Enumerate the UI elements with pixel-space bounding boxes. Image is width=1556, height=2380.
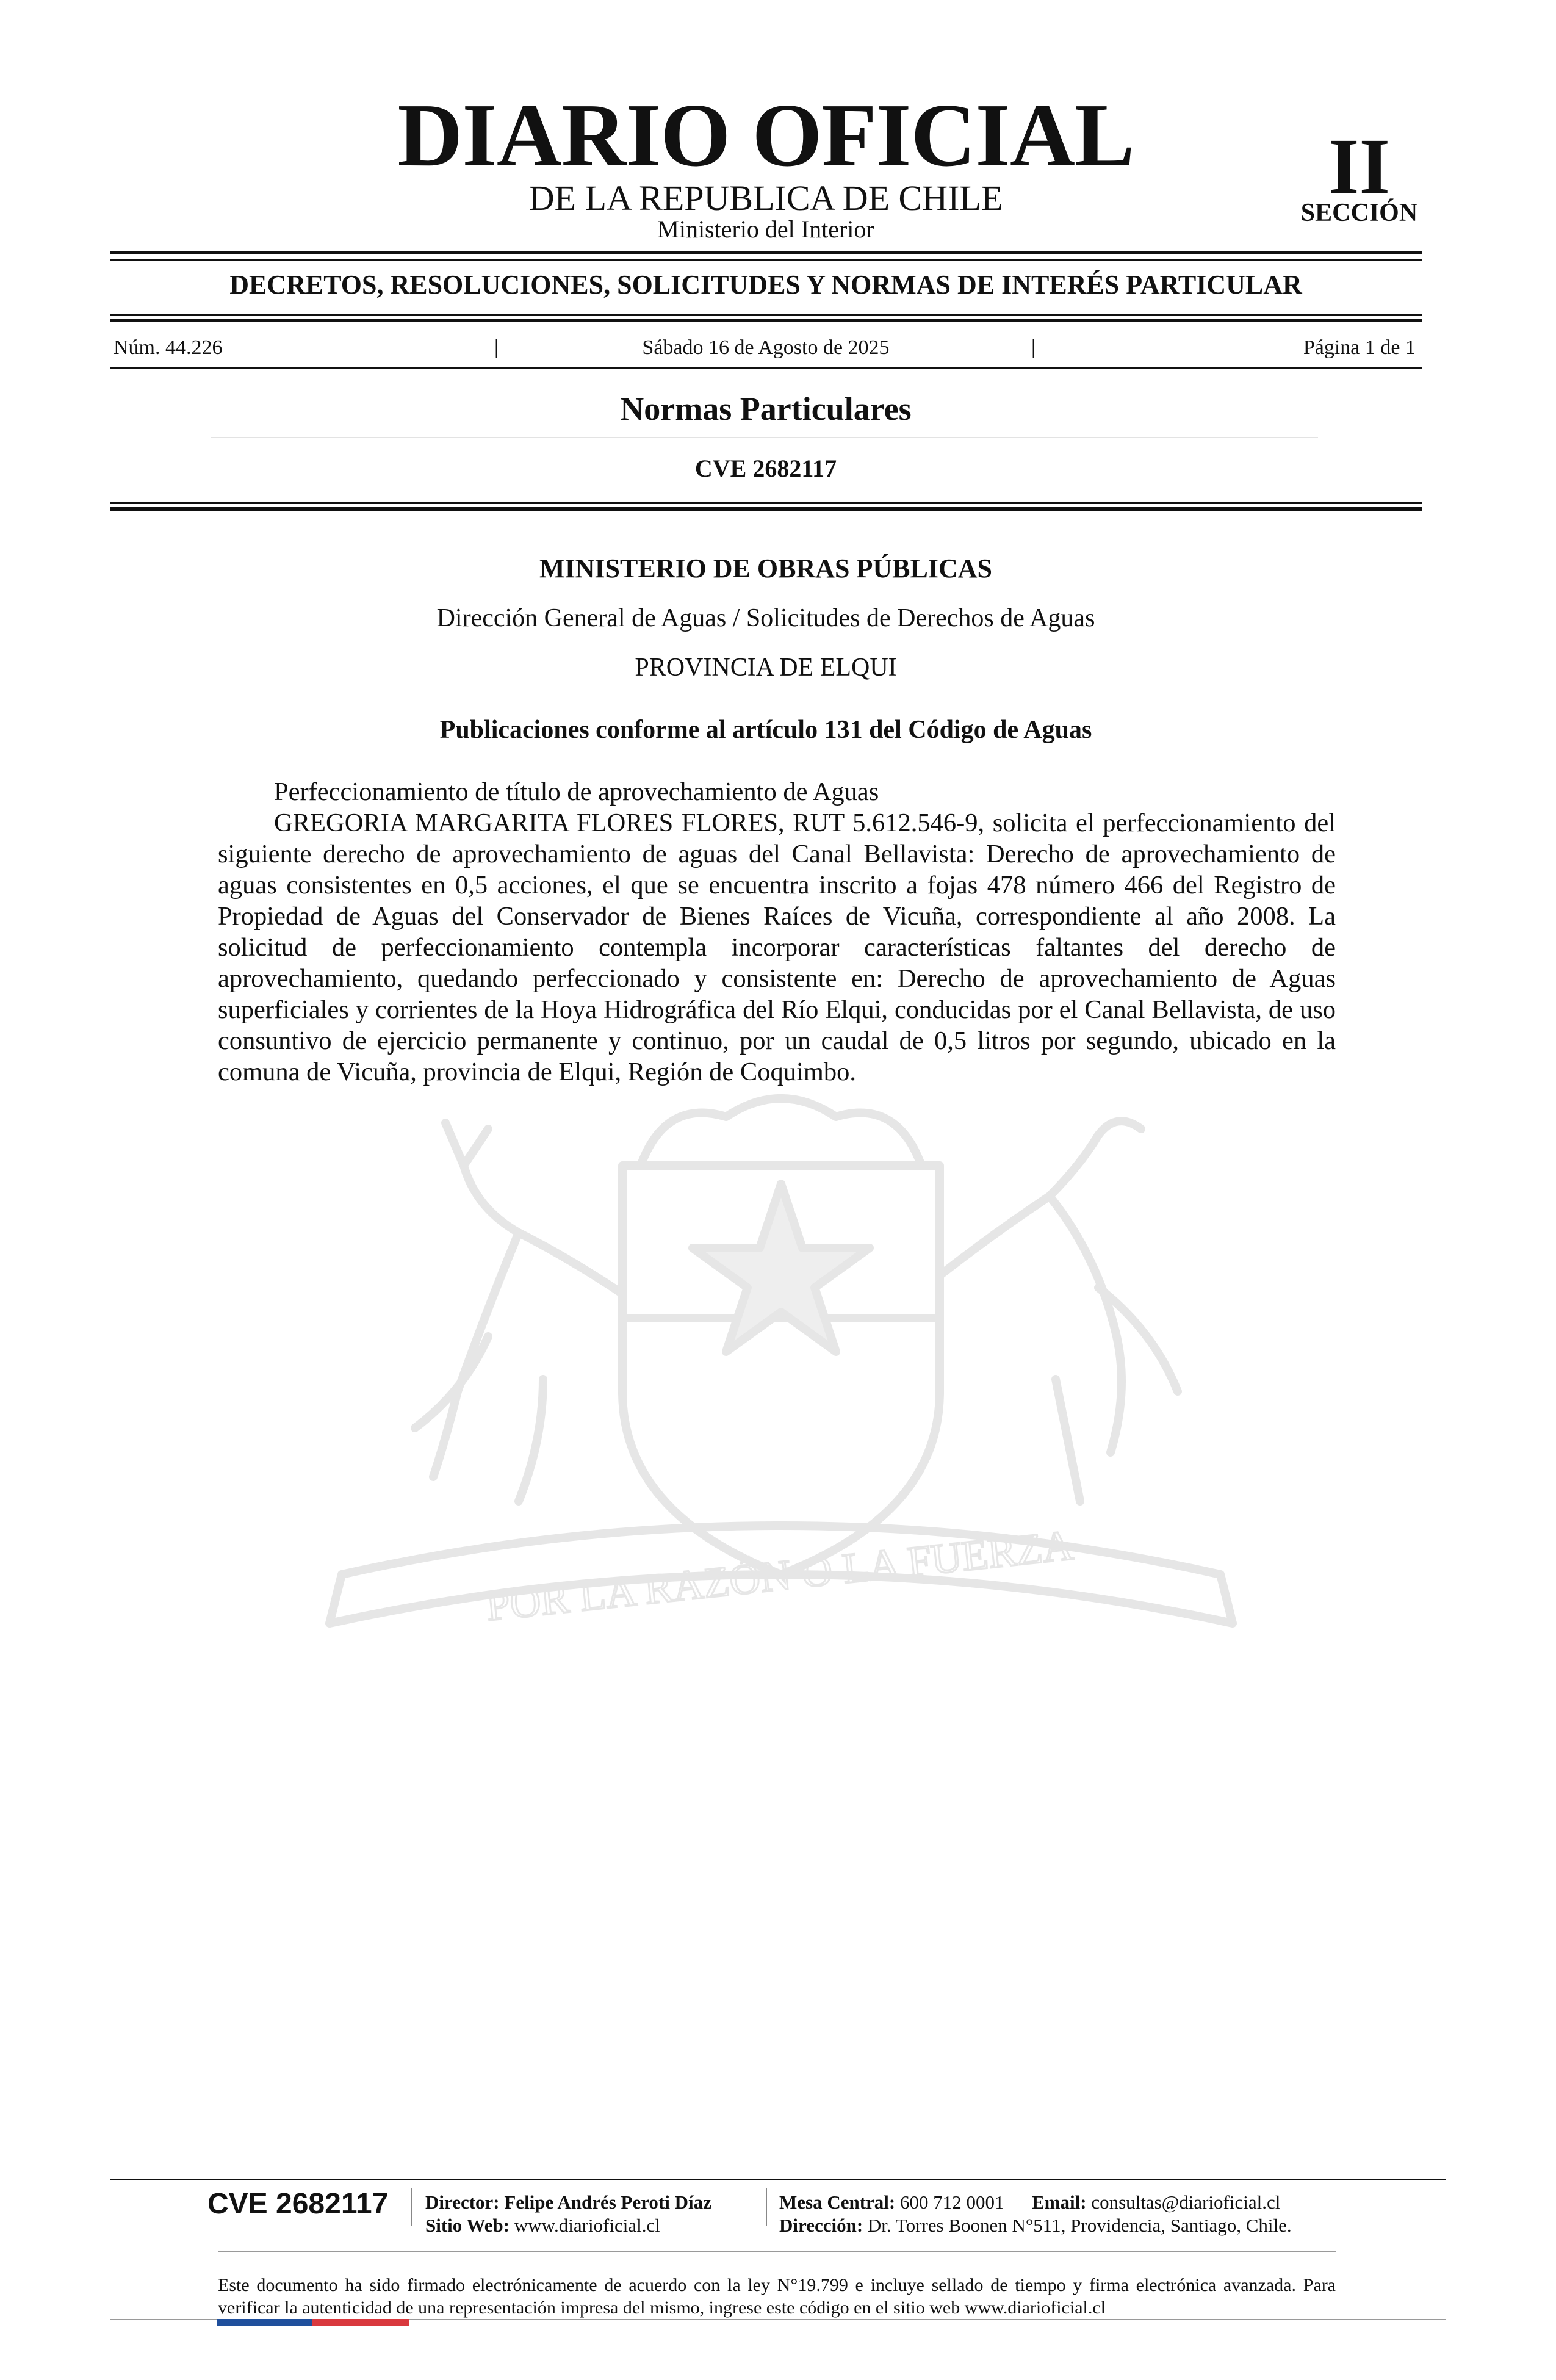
legal-notice: Este documento ha sido firmado electrónicamente de acuerdo con la ley N°19.799 e incluye sellado de tiempo y firma electrónica avanzada. Para verificar la autenticidad de una representación impresa del mismo, ingrese este código en el sitio web www.diarioficial.cl [218, 2275, 1336, 2318]
section-title: Normas Particulares [620, 391, 912, 427]
issue-date: Sábado 16 de Agosto de 2025 [642, 336, 890, 359]
info-separator: | [494, 336, 499, 359]
issue-info-row [110, 336, 1422, 360]
issue-number: Núm. 44.226 [113, 336, 223, 359]
header-rule-thick [110, 507, 1422, 511]
section-numeral: II [1328, 123, 1391, 211]
masthead-rule-thick [110, 251, 1422, 254]
watermark-motto: POR LA RAZÓN O LA FUERZA [484, 1521, 1076, 1631]
flag-stripe-blue [217, 2319, 312, 2326]
website-link[interactable]: www.diarioficial.cl [514, 2215, 660, 2236]
flag-stripe-red [312, 2319, 409, 2326]
info-rule [110, 367, 1422, 369]
email-label: Email: [1032, 2191, 1087, 2213]
website-label: Sitio Web: [425, 2215, 510, 2236]
masthead-ministry: Ministerio del Interior [657, 215, 874, 243]
province-line: PROVINCIA DE ELQUI [635, 654, 897, 682]
footer-divider [411, 2188, 412, 2226]
footer-cve-code: CVE 2682117 [207, 2188, 389, 2220]
footer-rule-top [110, 2179, 1446, 2180]
email-link[interactable]: consultas@diarioficial.cl [1091, 2191, 1281, 2213]
coat-of-arms-watermark [201, 1074, 1361, 1703]
publication-heading: Publicaciones conforme al artículo 131 del Código de Aguas [439, 716, 1092, 744]
section-label: SECCIÓN [1300, 199, 1418, 227]
banner-rule-thick [110, 319, 1422, 322]
footer-contact [779, 2191, 1280, 2214]
footer-website [425, 2214, 660, 2237]
footer-rule-mid [218, 2251, 1336, 2252]
masthead-title: DIARIO OFICIAL [397, 85, 1134, 186]
director-name: Felipe Andrés Peroti Díaz [504, 2191, 711, 2213]
cve-code: CVE 2682117 [694, 455, 837, 482]
direction-line: Dirección General de Aguas / Solicitudes de Derechos de Aguas [436, 604, 1095, 632]
ministry-heading: MINISTERIO DE OBRAS PÚBLICAS [539, 554, 993, 583]
address-label: Dirección: [779, 2215, 863, 2236]
page-count: Página 1 de 1 [1303, 336, 1416, 359]
header-rule-thin [110, 502, 1422, 504]
director-label: Director: [425, 2191, 500, 2213]
address-value: Dr. Torres Boonen N°511, Providencia, Santiago, Chile. [867, 2215, 1292, 2236]
paragraph-title: Perfeccionamiento de título de aprovechamiento de Aguas [274, 777, 879, 806]
footer-address [779, 2214, 1292, 2237]
masthead-subtitle: DE LA REPUBLICA DE CHILE [528, 178, 1003, 218]
section-banner: DECRETOS, RESOLUCIONES, SOLICITUDES Y NORMAS DE INTERÉS PARTICULAR [229, 270, 1302, 300]
phone-number: 600 712 0001 [900, 2191, 1004, 2213]
banner-rule-thin [110, 314, 1422, 316]
body-paragraph: GREGORIA MARGARITA FLORES FLORES, RUT 5.612.546-9, solicita el perfeccionamiento del siguiente derecho de aprovechamiento de aguas del Canal Bellavista: Derecho de aprovechamiento de aguas consistentes en 0,5 acciones, el que se encuentra inscrito a fojas 478 número 466 del Registro de Propiedad de Aguas del Conservador de Bienes Raíces de Vicuña, correspondiente al año 2008. La solicitud de perfeccionamiento contempla incorporar características faltantes del derecho de aprovechamiento, quedando perfeccionado y consistente en: Derecho de aprovechamiento de Aguas superficiales y corrientes de la Hoya Hidrográfica del Río Elqui, conducidas por el Canal Bellavista, de uso consuntivo de ejercicio permanente y continuo, por un caudal de 0,5 litros por segundo, ubicado en la comuna de Vicuña, provincia de Elqui, Región de Coquimbo. [218, 809, 1336, 1086]
info-separator: | [1031, 336, 1036, 359]
phone-label: Mesa Central: [779, 2191, 896, 2213]
title-underline [211, 437, 1318, 438]
footer-divider [766, 2188, 767, 2226]
footer-director [425, 2191, 711, 2214]
document-body [218, 776, 1336, 1087]
masthead-rule-thin [110, 259, 1422, 261]
